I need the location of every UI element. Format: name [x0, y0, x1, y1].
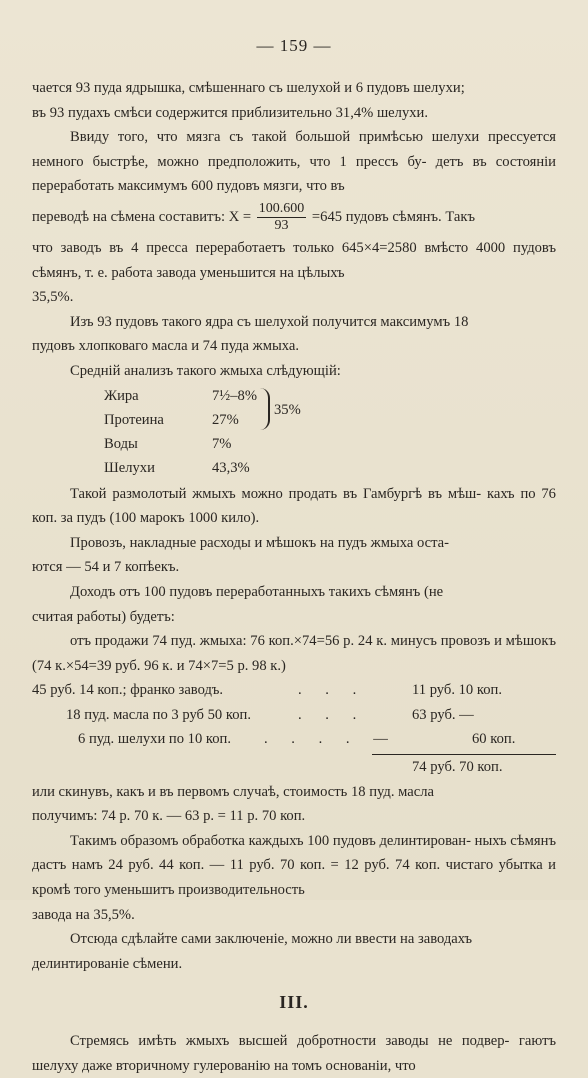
text-line: ются — 54 и 7 копѣекъ.: [32, 559, 180, 576]
text-line: что заводъ въ 4 пресса переработаетъ только 645×4=2580 вмѣсто: [32, 239, 469, 256]
text-line: считая работы) будетъ:: [32, 608, 175, 625]
section-heading: III.: [279, 992, 309, 1013]
table-item: 6 пуд. шелухи по 10 коп.: [78, 731, 232, 748]
text-line: въ 93 пудахъ смѣси содержится приблизительно 31,4% шелухи.: [32, 104, 428, 121]
paragraph-sale: [32, 482, 556, 531]
table-dots: . . .: [298, 682, 367, 699]
fraction: [257, 201, 307, 234]
text-line: или скинувъ, какъ и въ первомъ случаѣ, стоимость 18 пуд. масла: [32, 783, 434, 800]
text-line: Стремясь имѣть жмыхъ высшей добротности заводы не подвер-: [70, 1033, 510, 1049]
text-line: провозъ и мѣшокъ (74 к.×54=39 руб. 96 к. и 74×7=5 р. 98 к.): [32, 633, 556, 674]
text-line: кахъ по 76 коп. за пудъ (100 марокъ 1000 кило).: [32, 485, 556, 527]
paragraph-loss: [32, 829, 556, 927]
table-value: 63 руб. —: [412, 706, 474, 723]
analysis-row: [104, 432, 231, 457]
text-line: Изъ 93 пудовъ такого ядра съ шелухой получится максимумъ 18: [70, 313, 469, 330]
analysis-label: Воды: [104, 435, 138, 452]
table-row: [32, 678, 556, 703]
analysis-row: [104, 384, 257, 409]
text-line: детъ въ состояніи переработать максимумъ 600 пудовъ мязги, что въ: [32, 153, 556, 195]
page-number: — 159 —: [256, 36, 332, 55]
table-row: [32, 703, 556, 728]
paragraph-capacity-cont: [32, 236, 556, 310]
text-line: Такой размолотый жмыхъ можно продать въ Гамбургѣ въ мѣш-: [70, 485, 482, 502]
analysis-value: 27%: [212, 411, 239, 428]
analysis-list: [78, 384, 556, 482]
text-line: завода на 35,5%.: [32, 906, 135, 923]
paragraph-capacity: [32, 125, 556, 199]
text-line: Провозъ, накладные расходы и мѣшокъ на пудъ жмыха оста-: [70, 534, 450, 551]
analysis-value: 43,3%: [212, 459, 250, 476]
analysis-label: Жира: [104, 387, 139, 404]
text-line: 35,5%.: [32, 289, 74, 306]
fraction-denominator: 93: [274, 217, 289, 233]
paragraph-yield: [32, 310, 556, 359]
paragraph-analysis-intro: Средній анализъ такого жмыха слѣдующій:: [70, 362, 341, 379]
paragraph-transport: [32, 531, 556, 580]
text-line: гаютъ шелуху даже вторичному гулерованію на томъ основаніи, что: [32, 1033, 556, 1074]
text-line: делинтированіе сѣмени.: [32, 955, 183, 972]
table-value: 11 руб. 10 коп.: [412, 682, 502, 699]
table-dots: . . .: [298, 706, 367, 723]
paragraph-oil-cost: [32, 780, 556, 829]
analysis-value: 7%: [212, 435, 232, 452]
equation-line: [32, 201, 556, 234]
analysis-label: Протеина: [104, 411, 164, 428]
table-total-row: [32, 755, 556, 780]
text-line: Ввиду того, что мязга съ такой большой примѣсью шелухи: [70, 129, 480, 146]
paragraph-section-start: [32, 1029, 556, 1078]
fraction-numerator: 100.600: [258, 200, 305, 216]
analysis-row: [104, 456, 250, 481]
table-item: 18 пуд. масла по 3 руб 50 коп.: [66, 706, 251, 723]
text-line: Такимъ образомъ обработка каждыхъ 100 пудовъ делинтирован-: [70, 832, 471, 849]
table-row: [32, 727, 556, 752]
text-line: 74 коп. чистаго убытка и кромѣ того уменьшитъ производительность: [32, 857, 556, 899]
analysis-label: Шелухи: [104, 459, 155, 476]
text-line: отъ продажи 74 пуд. жмыха: 76 коп.×74=56 р. 24 к. минусъ: [70, 633, 437, 650]
equation-prefix: переводѣ на сѣмена составитъ: X =: [32, 208, 252, 225]
text-line: Доходъ отъ 100 пудовъ переработанныхъ такихъ сѣмянъ (не: [70, 583, 444, 600]
table-item: 45 руб. 14 коп.; франко заводъ.: [32, 682, 224, 699]
table-total: 74 руб. 70 коп.: [412, 759, 503, 776]
analysis-row: [104, 408, 239, 433]
text-line: Отсюда сдѣлайте сами заключеніе, можно ли ввести на заводахъ: [70, 931, 473, 948]
analysis-total: 35%: [274, 401, 301, 418]
text-line: прессуется немного быстрѣе, можно предположить, что 1 прессъ бу-: [32, 129, 557, 170]
text-line: 4000 пудовъ сѣмянъ, т. е. работа завода уменьшится на цѣлыхъ: [32, 239, 556, 281]
income-table: [32, 678, 556, 779]
paragraph-sales-calc: [32, 629, 556, 678]
paragraph-conclusion: [32, 927, 556, 976]
text-line: пудовъ хлопковаго масла и 74 пуда жмыха.: [32, 338, 299, 355]
page-body: [32, 76, 556, 1078]
paragraph-continued: [32, 76, 556, 125]
text-line: чается 93 пуда ядрышка, смѣшеннаго съ шелухой и 6 пудовъ шелухи;: [32, 80, 465, 96]
analysis-value: 7½–8%: [212, 387, 257, 404]
brace-bracket: [256, 388, 270, 430]
text-line: ныхъ сѣмянъ дастъ намъ 24 руб. 44 коп. — 11 руб. 70 коп. = 12 руб.: [32, 832, 556, 874]
text-line: получимъ: 74 р. 70 к. — 63 р. = 11 р. 70 коп.: [32, 808, 306, 825]
table-dots: . . . . —: [264, 731, 398, 748]
equation-suffix: =645 пудовъ сѣмянъ. Такъ: [311, 208, 475, 225]
paragraph-income: [32, 580, 556, 629]
table-value: 60 коп.: [472, 731, 516, 748]
